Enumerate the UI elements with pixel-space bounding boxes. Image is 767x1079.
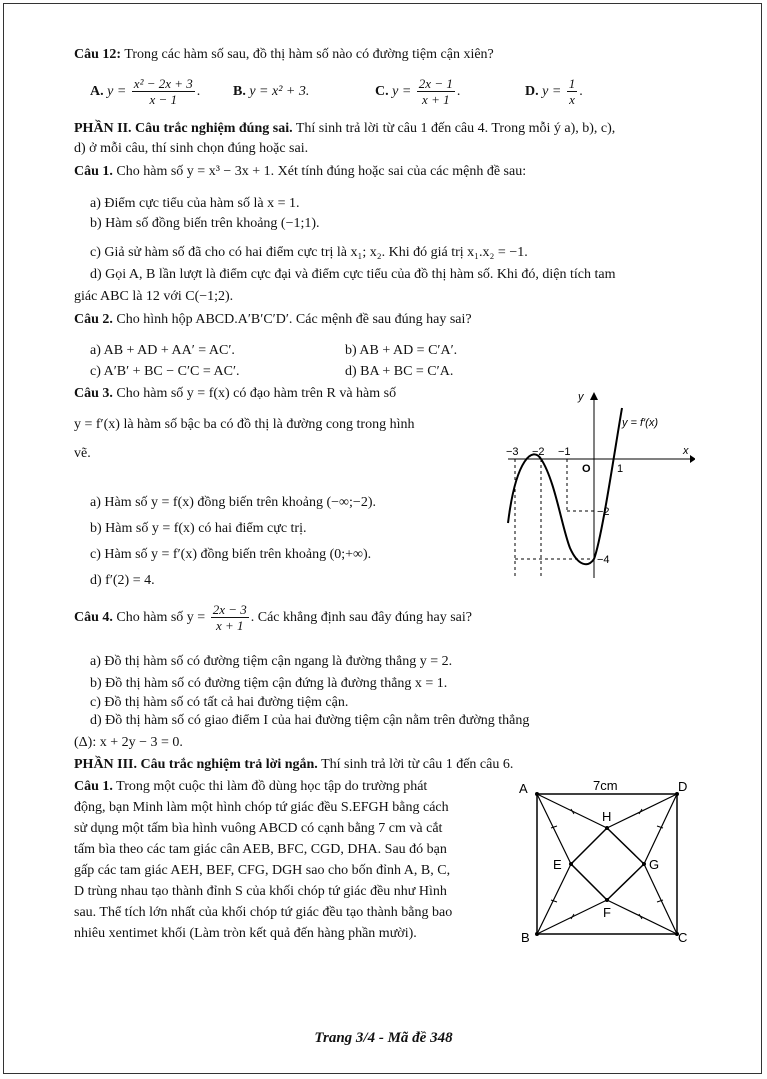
- fraction: $\frac{2x - 3}{x + 1}$: [212, 602, 247, 634]
- p2-question-1: Câu 1. Cho hàm số y = x³ − 3x + 1. Xét tính đúng hoặc sai của các mệnh đề sau:: [74, 164, 527, 179]
- p2q3-text-3: vẽ.: [74, 446, 91, 461]
- option-c: C. y = $\frac{2x - 1}{x + 1}$ .: [375, 76, 461, 108]
- curve-label: y = f′(x): [622, 417, 658, 429]
- vertex-a: [535, 792, 539, 796]
- x-axis-arrow: [690, 455, 695, 463]
- p2q1-item-d-cont: giác ABC là 12 với C(−1;2).: [74, 289, 234, 304]
- origin-label: O: [582, 463, 591, 475]
- p3q1-line-4: tấm bìa theo các tam giác cân AEB, BFC, CGD, DHA. Sau đó bạn: [74, 842, 447, 857]
- vertex-e: [569, 862, 573, 866]
- label-g: G: [649, 857, 660, 872]
- p3q1-line-2: động, bạn Minh làm một hình chóp tứ giác đều S.EFGH bằng cách: [74, 800, 449, 815]
- p2q2-item-b: b) AB + AD = C′A′.: [345, 343, 458, 358]
- label-e: E: [553, 857, 562, 872]
- p2q3-item-b: b) Hàm số y = f(x) có hai điểm cực trị.: [90, 521, 307, 536]
- label-c: C: [678, 930, 688, 945]
- derivative-graph: [500, 388, 695, 583]
- p2q2-item-d: d) BA + BC = C′A.: [345, 364, 454, 379]
- y-tick-neg2: −2: [597, 506, 610, 518]
- p2q4-item-d: d) Đồ thị hàm số có giao điểm I của hai đường tiệm cận nằm trên đường thẳng: [90, 713, 530, 728]
- square-figure: [515, 776, 695, 948]
- question-12: [74, 46, 494, 64]
- option-b: B. y = x² + 3.: [233, 84, 310, 99]
- label-d: D: [678, 779, 688, 794]
- fraction: $\frac{\text{x² − 2x + 3}}{x - 1}$: [133, 76, 193, 108]
- label-h: H: [602, 809, 612, 824]
- p2q3-item-c: c) Hàm số y = f′(x) đồng biến trên khoảng (0;+∞).: [90, 547, 372, 562]
- p2-question-4: Câu 4. Cho hàm số y = $\frac{2x - 3}{x + 1}$ . Các khẳng định sau đây đúng hay sai?: [74, 602, 472, 634]
- p3-question-1: Câu 1. Trong một cuộc thi làm đồ dùng học tập do trường phát: [74, 779, 428, 794]
- part-2-text: d) ở mỗi câu, thí sinh chọn đúng hoặc sai.: [74, 141, 309, 156]
- y-axis-arrow: [590, 392, 598, 400]
- p2q2-item-c: c) A′B′ + BC − C′C = AC′.: [90, 364, 240, 379]
- part-2-header: PHẦN II. Câu trắc nghiệm đúng sai. Thí sinh trả lời từ câu 1 đến câu 4. Trong mỗi ý a), b), c),: [74, 121, 616, 136]
- vertex-h: [605, 826, 609, 830]
- p3q1-line-5: gấp các tam giác AEH, BEF, CFG, DGH sao cho bốn đỉnh A, B, C,: [74, 863, 451, 878]
- p3q1-line-8: nhiêu xentimet khối (Làm tròn kết quả đến hàng phần mười).: [74, 926, 417, 941]
- label-f: F: [603, 905, 611, 920]
- y-axis-label: y: [578, 391, 584, 403]
- x-tick-1: 1: [617, 463, 624, 475]
- y-tick-neg4: −4: [597, 554, 610, 566]
- vertex-f: [605, 898, 609, 902]
- x-tick-neg2: −2: [532, 446, 545, 458]
- p2q1-item-b: b) Hàm số đồng biến trên khoảng (−1;1).: [90, 216, 320, 231]
- vertex-b: [535, 932, 539, 936]
- p2q4-item-b: b) Đồ thị hàm số có đường tiệm cận đứng là đường thẳng x = 1.: [90, 676, 448, 691]
- part-3-header: PHẦN III. Câu trắc nghiệm trả lời ngắn. Thí sinh trả lời từ câu 1 đến câu 6.: [74, 757, 514, 772]
- derivative-curve: [508, 408, 622, 564]
- option-a: A. y = $\frac{\text{x² − 2x + 3}}{x - 1}$ .: [90, 76, 201, 108]
- fraction: $\frac{2x - 1}{x + 1}$: [418, 76, 453, 108]
- p2q1-item-c: c) Giả sử hàm số đã cho có hai điểm cực trị là x₁; x₂. Khi đó giá trị x₁.x₂ = −1.: [90, 245, 528, 260]
- label-a: A: [519, 781, 528, 796]
- question-12-text: Trong các hàm số sau, đồ thị hàm số nào có đường tiệm cận xiên?: [124, 47, 494, 62]
- label-side: 7cm: [593, 778, 618, 793]
- x-axis-label: x: [683, 445, 689, 457]
- question-12-title: Câu 12:: [74, 47, 122, 62]
- p2q4-item-a: a) Đồ thị hàm số có đường tiệm cận ngang là đường thẳng y = 2.: [90, 654, 453, 669]
- page-footer: Trang 3/4 - Mã đề 348: [314, 1030, 453, 1046]
- vertex-g: [642, 862, 646, 866]
- p2q1-item-a: a) Điểm cực tiểu của hàm số là x = 1.: [90, 196, 300, 211]
- base-efgh: [571, 828, 644, 900]
- p2q4-item-d-cont: (Δ): x + 2y − 3 = 0.: [74, 735, 183, 750]
- p3q1-line-6: D trùng nhau tạo thành đỉnh S của khối chóp tứ giác đều như Hình: [74, 884, 447, 899]
- option-d: D. y = $\frac{1}{x}$ .: [525, 76, 583, 108]
- p2-question-3: Câu 3. Cho hàm số y = f(x) có đạo hàm trên R và hàm số: [74, 386, 397, 401]
- label-b: B: [521, 930, 530, 945]
- p2q1-item-d: d) Gọi A, B lần lượt là điểm cực đại và điểm cực tiểu của đồ thị hàm số. Khi đó, diện tích tam: [90, 267, 616, 282]
- p3q1-line-7: sau. Thể tích lớn nhất của khối chóp tứ giác đều tạo thành bằng bao: [74, 905, 453, 920]
- p3q1-line-3: sử dụng một tấm bìa hình vuông ABCD có cạnh bằng 7 cm và cắt: [74, 821, 443, 836]
- fraction: $\frac{1}{x}$: [568, 76, 576, 108]
- p2q4-item-c: c) Đồ thị hàm số có tất cả hai đường tiệm cận.: [90, 695, 349, 710]
- x-tick-neg1: −1: [558, 446, 571, 458]
- x-tick-neg3: −3: [506, 446, 519, 458]
- p2-question-2: Câu 2. Cho hình hộp ABCD.A′B′C′D′. Các mệnh đề sau đúng hay sai?: [74, 312, 472, 327]
- p2q3-item-d: d) f′(2) = 4.: [90, 573, 155, 588]
- p2q3-text-2: y = f′(x) là hàm số bậc ba có đồ thị là đường cong trong hình: [74, 417, 415, 432]
- p2q2-item-a: a) AB + AD + AA′ = AC′.: [90, 343, 235, 358]
- p2q3-item-a: a) Hàm số y = f(x) đồng biến trên khoảng (−∞;−2).: [90, 495, 376, 510]
